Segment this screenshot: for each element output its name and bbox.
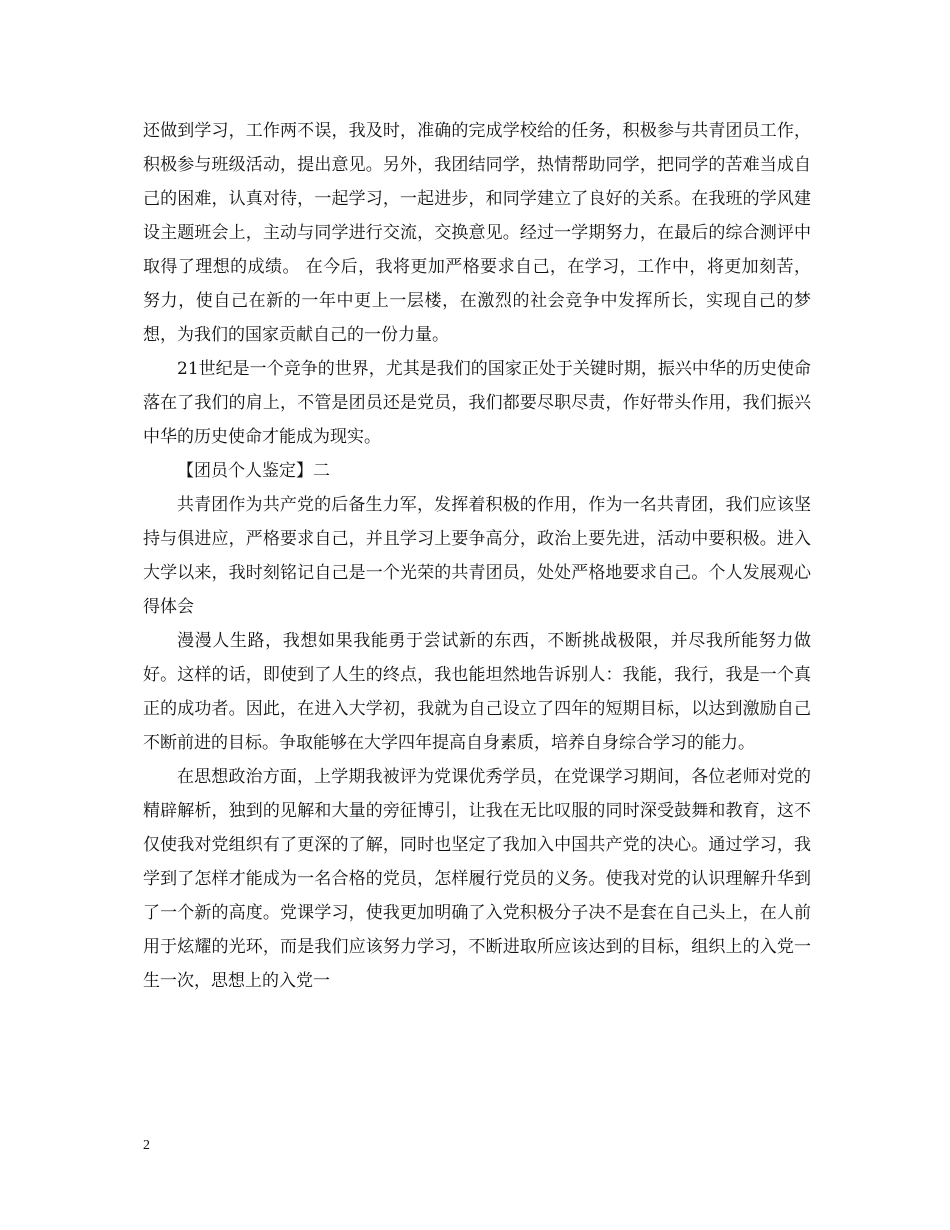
paragraph-1: 还做到学习，工作两不误，我及时，准确的完成学校给的任务，积极参与共青团员工作，积极参与班级活动，提出意见。另外，我团结同学，热情帮助同学，把同学的苦难当成自己的困难，认真对待，一起学习，一起进步，和同学建立了良好的关系。在我班的学风建设主题班会上，主动与同学进行交流，交换意见。经过一学期努力，在最后的综合测评中取得了理想的成绩。 在今后，我将更加严格要求自己，在学习，工作中，将更加刻苦，努力，使自己在新的一年中更上一层楼，在激烈的社会竞争中发挥所长，实现自己的梦想，为我们的国家贡献自己的一份力量。 [143, 121, 811, 345]
page-number: 2 [143, 1138, 150, 1153]
document-body [143, 114, 811, 998]
section-heading: 【团员个人鉴定】二 [177, 461, 330, 481]
paragraph-3: 共青团作为共产党的后备生力军，发挥着积极的作用，作为一名共青团，我们应该坚持与俱进应，严格要求自己，并且学习上要争高分，政治上要先进，活动中要积极。进入大学以来，我时刻铭记自己是一个光荣的共青团员，处处严格地要求自己。个人发展观心得体会 [143, 495, 811, 617]
paragraph-4: 漫漫人生路，我想如果我能勇于尝试新的东西，不断挑战极限，并尽我所能努力做好。这样的话，即使到了人生的终点，我也能坦然地告诉别人：我能，我行，我是一个真正的成功者。因此，在进入大学初，我就为自己设立了四年的短期目标，以达到激励自己不断前进的目标。争取能够在大学四年提高自身素质，培养自身综合学习的能力。 [143, 631, 811, 753]
paragraph-2: 21世纪是一个竞争的世界，尤其是我们的国家正处于关键时期，振兴中华的历史使命落在了我们的肩上，不管是团员还是党员，我们都要尽职尽责，作好带头作用，我们振兴中华的历史使命才能成为现实。 [143, 359, 811, 447]
paragraph-5: 在思想政治方面，上学期我被评为党课优秀学员，在党课学习期间，各位老师对党的精辟解析，独到的见解和大量的旁征博引，让我在无比叹服的同时深受鼓舞和教育，这不仅使我对党组织有了更深的了解，同时也坚定了我加入中国共产党的决心。通过学习，我学到了怎样才能成为一名合格的党员，怎样履行党员的义务。使我对党的认识理解升华到了一个新的高度。党课学习，使我更加明确了入党积极分子决不是套在自己头上，在人前用于炫耀的光环，而是我们应该努力学习，不断进取所应该达到的目标，组织上的入党一生一次，思想上的入党一 [143, 767, 811, 991]
